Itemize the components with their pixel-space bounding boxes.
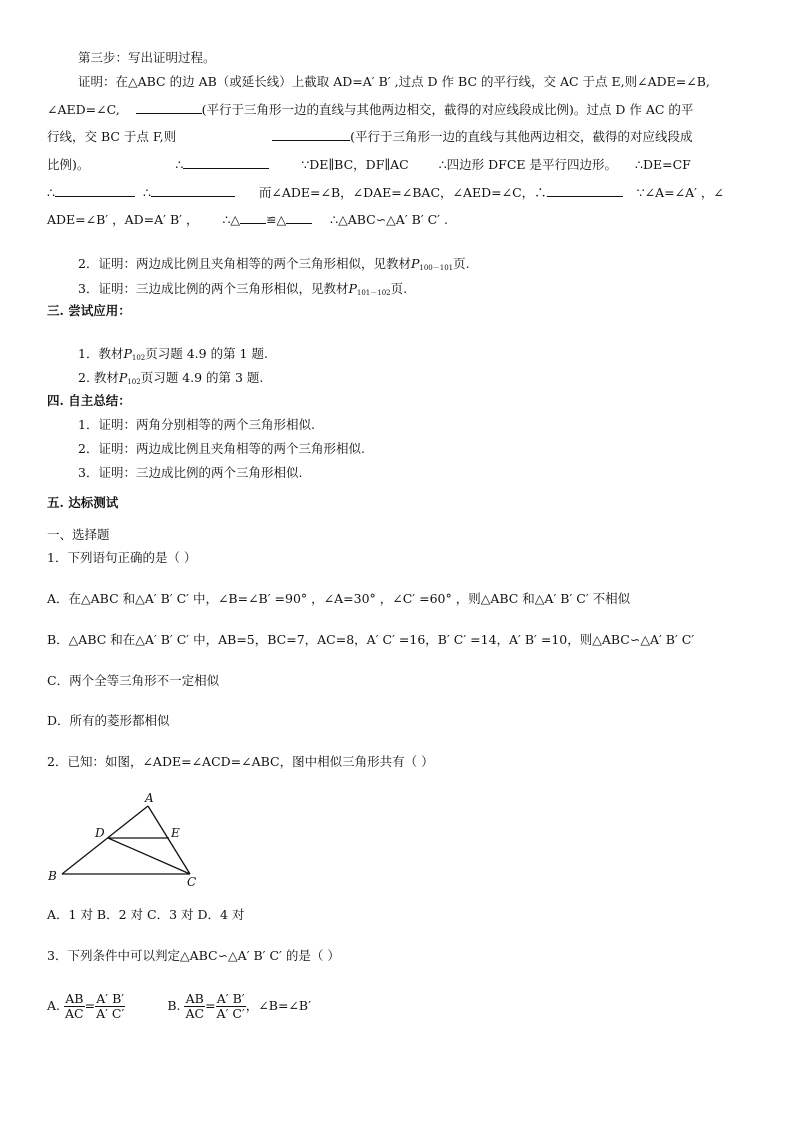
item-3-p: P (348, 281, 357, 296)
proof-line-6 (47, 211, 448, 228)
q2-options: A．1 对 B．2 对 C．3 对 D．4 对 (47, 907, 245, 922)
proof-line-4d: ∴四边形 DFCE 是平行四边形。 (438, 157, 618, 172)
blank-5[interactable] (151, 184, 235, 197)
apply-1-sub: 102 (131, 354, 146, 362)
proof-line-6d: ∴△ABC∽△A′ B′ C′ . (330, 212, 448, 227)
blank-1[interactable] (136, 101, 202, 114)
q1-option-b: B．△ABC 和在△A′ B′ C′ 中，AB=5，BC=7，AC=8，A′ C′ =16，B′ C′ =14，A′ B′ =10，则△ABC∽△A′ B′ C′ (47, 632, 695, 647)
segment-ba (62, 806, 148, 874)
summary-2: 2．证明：两边成比例且夹角相等的两个三角形相似. (78, 441, 365, 456)
blank-7[interactable] (240, 211, 266, 224)
q3-options (47, 988, 311, 1024)
proof-line-6c: ≌△ (266, 212, 287, 227)
proof-line-5d: ∵∠A=∠A′ ，∠ (636, 185, 724, 200)
triangle-diagram (44, 790, 214, 890)
proof-line-4a: 比例)。 (47, 157, 90, 172)
fraction-a1b1-a1c1: $\frac{A' B'}{A' C'}$ (96, 991, 125, 1021)
apply-2-p: P (118, 370, 128, 385)
blank-8[interactable] (286, 211, 312, 224)
proof-line-5 (47, 184, 724, 201)
q1-option-a: A．在△ABC 和△A′ B′ C′ 中，∠B=∠B′ =90° ，∠A=30° ，∠C′ =60° ，则△ABC 和△A′ B′ C′ 不相似 (47, 591, 631, 606)
blank-3[interactable] (183, 156, 269, 169)
fraction-ab-ac-b: $\frac{AB}{AC}$ (185, 991, 205, 1021)
section-4-heading: 四. 自主总结： (47, 393, 131, 408)
q3-option-b-end: ，∠B=∠B′ (245, 998, 311, 1013)
equals-b: = (205, 998, 216, 1013)
question-2: 2．已知：如图，∠ADE=∠ACD=∠ABC，图中相似三角形共有（ ） (47, 754, 434, 769)
blank-2[interactable] (272, 128, 350, 141)
proof-line-2a: ∠AED=∠C, (47, 102, 120, 117)
blank-6[interactable] (547, 184, 623, 197)
apply-2-sub: 102 (127, 378, 141, 386)
item-2-end: 页. (453, 256, 470, 271)
segment-ac (148, 806, 190, 874)
section-3-heading: 三. 尝试应用： (47, 303, 131, 318)
proof-line-6a: ADE=∠B′ ，AD=A′ B′ ， (47, 212, 199, 227)
blank-4[interactable] (55, 184, 135, 197)
fraction-ab-ac: $\frac{AB}{AC}$ (65, 991, 84, 1021)
item-2 (78, 256, 470, 276)
item-2-text: 2．证明：两边成比例且夹角相等的两个三角形相似，见教材 (78, 256, 411, 271)
item-3-sub: 101－102 (356, 289, 391, 297)
q3-option-b-label: B. (167, 998, 181, 1013)
apply-2-text: 2. 教材 (78, 370, 119, 385)
proof-line-3a: 行线，交 BC 于点 F,则 (47, 129, 177, 144)
proof-line-3 (47, 128, 692, 145)
item-3 (78, 281, 407, 301)
fraction-a1b1-a1c1-b: $\frac{A' B'}{A' C'}$ (216, 991, 245, 1021)
question-3: 3．下列条件中可以判定△ABC∽△A′ B′ C′ 的是（ ） (47, 948, 340, 963)
label-e: E (171, 826, 180, 840)
choice-heading: 一、选择题 (47, 527, 110, 542)
q1-option-d: D．所有的菱形都相似 (47, 713, 170, 728)
apply-2 (78, 370, 263, 390)
item-3-end: 页. (390, 281, 408, 296)
proof-line-4c: ∵DE∥BC，DF∥AC (301, 157, 409, 172)
section-5-heading: 五. 达标测试 (47, 495, 119, 510)
apply-2-end: 页习题 4.9 的第 3 题. (140, 370, 264, 385)
proof-line-5c: 而∠ADE=∠B，∠DAE=∠BAC，∠AED=∠C，∴ (258, 185, 547, 200)
therefore-2: ∴ (47, 185, 55, 200)
label-d: D (95, 826, 105, 840)
proof-line-2 (47, 101, 693, 118)
label-a: A (145, 791, 154, 805)
proof-line-6b: ∴△ (222, 212, 241, 227)
q1-option-c: C．两个全等三角形不一定相似 (47, 673, 220, 688)
apply-1-end: 页习题 4.9 的第 1 题. (145, 346, 268, 361)
question-1: 1．下列语句正确的是（ ） (47, 550, 197, 565)
equals-a: = (84, 998, 96, 1013)
therefore-1: ∴ (175, 157, 184, 172)
label-b: B (48, 869, 57, 883)
proof-line-4 (47, 156, 691, 173)
item-3-text: 3．证明：三边成比例的两个三角形相似，见教材 (78, 281, 349, 296)
proof-line-1: 证明：在△ABC 的边 AB（或延长线）上截取 AD=A′ B′ ,过点 D 作 BC 的平行线，交 AC 于点 E,则∠ADE=∠B, (78, 74, 710, 89)
q3-option-a-label: A. (47, 998, 61, 1013)
item-2-sub: 100－101 (419, 264, 454, 272)
step3-line: 第三步：写出证明过程。 (78, 50, 216, 65)
summary-3: 3．证明：三边成比例的两个三角形相似. (78, 465, 303, 480)
summary-1: 1．证明：两角分别相等的两个三角形相似. (78, 417, 315, 432)
proof-line-2b: (平行于三角形一边的直线与其他两边相交，截得的对应线段成比例)。过点 D 作 AC 的平 (201, 102, 694, 117)
proof-line-4e: ∴DE=CF (635, 157, 691, 172)
segment-dc (108, 838, 190, 874)
apply-1-p: P (123, 346, 132, 361)
therefore-3: ∴ (142, 185, 151, 200)
label-c: C (187, 875, 197, 889)
apply-1 (78, 346, 268, 366)
proof-line-3b: (平行于三角形一边的直线与其他两边相交，截得的对应线段成 (350, 129, 693, 144)
apply-1-text: 1．教材 (78, 346, 124, 361)
item-2-p: P (410, 256, 420, 271)
